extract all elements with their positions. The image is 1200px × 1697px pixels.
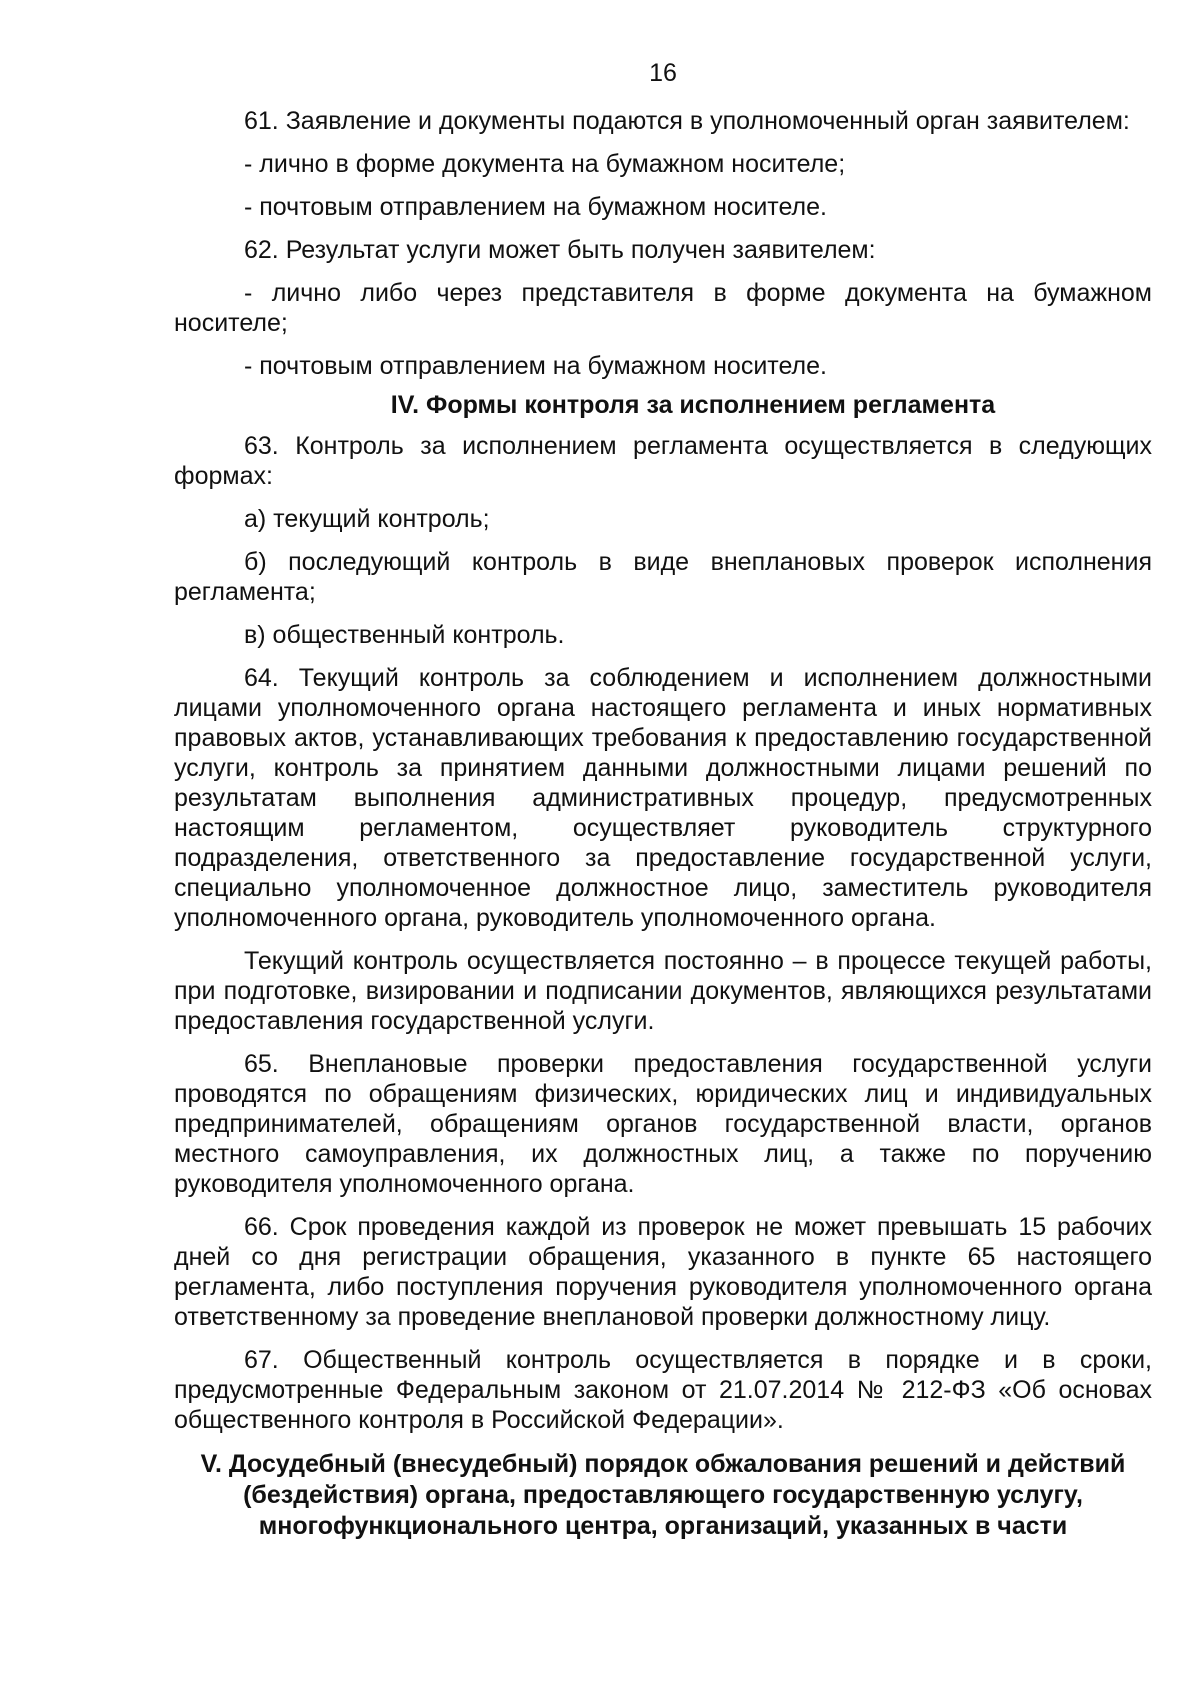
list-item-by-mail-result: - почтовым отправлением на бумажном носителе. — [244, 352, 827, 380]
list-item-current-control: а) текущий контроль; — [244, 505, 490, 533]
paragraph-67: 67. Общественный контроль осуществляется в порядке и в сроки, предусмотренные Федеральным законом от 21.07.2014 № 212-ФЗ «Об основах общественного контроля в Российской Федерации». — [174, 1346, 1152, 1434]
list-item-subsequent-control: б) последующий контроль в виде внеплановых проверок исполнения регламента; — [174, 548, 1152, 606]
paragraph-62: 62. Результат услуги может быть получен заявителем: — [244, 236, 876, 264]
list-item-in-person: - лично в форме документа на бумажном носителе; — [244, 150, 846, 178]
paragraph-64: 64. Текущий контроль за соблюдением и исполнением должностными лицами уполномоченного органа настоящего регламента и иных нормативных правовых актов, устанавливающих требования к предоставлению государственной услуги, контроль за принятием данными должностными лицами решений по результатам выполнения административных процедур, предусмотренных настоящим регламентом, осуществляет руководитель структурного подразделения, ответственного за предоставление государственной услуги, специально уполномоченное должностное лицо, заместитель руководителя уполномоченного органа, руководитель уполномоченного органа. — [174, 664, 1152, 932]
paragraph-65: 65. Внеплановые проверки предоставления государственной услуги проводятся по обращениям физических, юридических лиц и индивидуальных предпринимателей, обращениям органов государственной власти, органов местного самоуправления, их должностных лиц, а также по поручению руководителя уполномоченного органа. — [174, 1050, 1152, 1198]
paragraph-63: 63. Контроль за исполнением регламента осуществляется в следующих формах: — [174, 432, 1152, 490]
list-item-by-mail: - почтовым отправлением на бумажном носителе. — [244, 193, 827, 221]
paragraph-current-control-description: Текущий контроль осуществляется постоянно – в процессе текущей работы, при подготовке, визировании и подписании документов, являющихся результатами предоставления государственной услуги. — [174, 947, 1152, 1035]
list-item-public-control: в) общественный контроль. — [244, 621, 565, 649]
paragraph-66: 66. Срок проведения каждой из проверок не может превышать 15 рабочих дней со дня регистрации обращения, указанного в пункте 65 настоящего регламента, либо поступления поручения руководителя уполномоченного органа ответственному за проведение внеплановой проверки должностному лицу. — [174, 1213, 1152, 1331]
section-5-heading: V. Досудебный (внесудебный) порядок обжалования решений и действий (бездействия) органа, предоставляющего государственную услугу, многофункционального центра, организаций, указанных в части — [200, 1450, 1126, 1540]
list-item-in-person-or-representative: - лично либо через представителя в форме документа на бумажном носителе; — [174, 279, 1152, 337]
document-page — [174, 58, 1152, 1553]
section-4-heading: IV. Формы контроля за исполнением регламента — [390, 391, 996, 419]
paragraph-61: 61. Заявление и документы подаются в уполномоченный орган заявителем: — [244, 107, 1130, 135]
page-number: 16 — [649, 59, 677, 87]
